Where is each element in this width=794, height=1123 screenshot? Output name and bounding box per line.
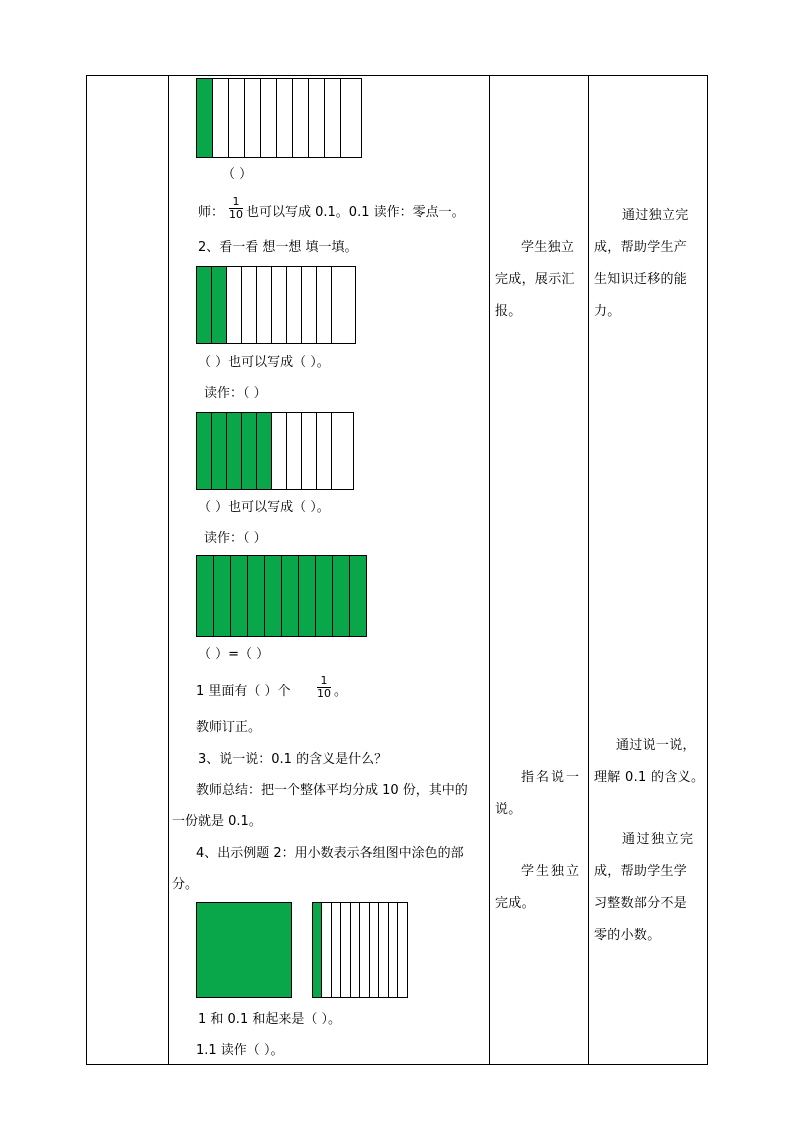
- tenth-cell: [227, 267, 242, 344]
- table-divider-3: [588, 75, 589, 1065]
- tenth-cell: [309, 79, 325, 158]
- tenth-cell: [212, 267, 227, 344]
- teacher-prefix: 师：: [198, 205, 225, 220]
- tenth-cell: [341, 79, 362, 158]
- tenth-cell: [398, 903, 408, 998]
- blank-answer-1: （ ）: [222, 167, 253, 182]
- design-intent-1-line-3: 生知识迁移的能: [594, 272, 688, 287]
- student-activity-3: [495, 856, 585, 920]
- design-intent-1-line-1: 通过独立完: [622, 208, 689, 223]
- tenths-strip-1: [196, 78, 362, 158]
- tenth-cell: [379, 903, 389, 998]
- design-intent-2-line-2: 理解 0.1 的含义。: [594, 770, 705, 785]
- design-intent-1-line-4: 力。: [594, 304, 621, 319]
- tenth-cell: [272, 413, 287, 490]
- tenth-cell: [197, 267, 212, 344]
- tenth-cell: [317, 413, 332, 490]
- tenth-cell: [213, 79, 229, 158]
- tenth-cell: [231, 556, 248, 637]
- whole-square: [196, 902, 292, 998]
- read-decimal-blank: 1.1 读作（ ）。: [196, 1043, 284, 1058]
- tenth-cell: [197, 556, 214, 637]
- teacher-note: 也可以写成 0.1。0.1 读作：零点一。: [246, 205, 465, 220]
- tenth-cell: [389, 903, 399, 998]
- tenths-strip-3: [196, 412, 354, 490]
- tenth-cell: [265, 556, 282, 637]
- tenth-cell: [351, 903, 361, 998]
- tenth-cell: [248, 556, 265, 637]
- tenth-cell: [293, 79, 309, 158]
- table-border-top: [86, 75, 708, 76]
- tenth-cell: [257, 267, 272, 344]
- table-border-right: [707, 75, 708, 1065]
- student-activity-2-line-2: 说。: [495, 802, 522, 817]
- sum-blank: 1 和 0.1 和起来是（ ）。: [198, 1012, 341, 1027]
- tenth-cell: [302, 267, 317, 344]
- tenth-cell: [229, 79, 245, 158]
- tenth-cell: [242, 413, 257, 490]
- fraction-denominator: 10: [229, 208, 243, 221]
- tenth-cell: [299, 556, 316, 637]
- tenth-cell: [302, 413, 317, 490]
- student-activity-3-line-1: 学生独立: [521, 864, 582, 879]
- student-activity-1-line-2: 完成，展示汇: [495, 272, 575, 287]
- tenth-cell: [214, 556, 231, 637]
- tenth-cell: [272, 267, 287, 344]
- teacher-correction: 教师订正。: [196, 720, 262, 735]
- student-activity-1-line-3: 报。: [495, 304, 522, 319]
- tenth-cell: [287, 413, 302, 490]
- student-activity-3-line-2: 完成。: [495, 896, 535, 911]
- tenth-cell: [197, 413, 212, 490]
- design-intent-1-line-2: 成，帮助学生产: [594, 240, 688, 255]
- tenth-cell: [245, 79, 261, 158]
- tenth-cell: [287, 267, 302, 344]
- tenth-cell: [227, 413, 242, 490]
- equation-blank: （ ）=（ ）: [198, 647, 270, 662]
- fraction-numerator: 1: [229, 196, 243, 209]
- tenth-cell: [341, 903, 351, 998]
- design-intent-1: [594, 200, 706, 328]
- step-4-line-2: 分。: [172, 877, 199, 892]
- fraction-one-tenth-2: [317, 675, 331, 700]
- design-intent-3-line-2: 成，帮助学生学: [594, 864, 688, 879]
- student-activity-2-line-1: 指名说一: [521, 770, 582, 785]
- table-divider-2: [489, 75, 490, 1065]
- step-2-title: 2、看一看 想一想 填一填。: [198, 240, 358, 255]
- read-blank-b: 读作：（ ）: [204, 531, 267, 546]
- design-intent-3: [594, 824, 706, 952]
- summary-line-1: 教师总结：把一个整体平均分成 10 份，其中的: [196, 783, 468, 798]
- student-activity-2: [495, 762, 585, 826]
- read-blank-a: 读作：（ ）: [204, 386, 267, 401]
- tenth-cell: [322, 903, 332, 998]
- table-border-left: [86, 75, 87, 1065]
- design-intent-3-line-1: 通过独立完: [622, 832, 695, 847]
- tenth-cell: [257, 413, 272, 490]
- tenth-cell: [332, 903, 342, 998]
- fill-blank-a: （ ）也可以写成（ ）。: [198, 355, 330, 370]
- tenth-cell: [332, 413, 354, 490]
- tenth-cell: [325, 79, 341, 158]
- tenth-cell: [370, 903, 380, 998]
- tenth-cell: [277, 79, 293, 158]
- tenth-cell: [360, 903, 370, 998]
- design-intent-3-line-4: 零的小数。: [594, 928, 661, 943]
- fraction-denominator: 10: [317, 687, 331, 700]
- one-has-prefix: 1 里面有（ ）个: [196, 684, 291, 699]
- fraction-one-tenth: [229, 196, 243, 221]
- tenth-cell: [212, 413, 227, 490]
- one-has-suffix: 。: [334, 684, 348, 699]
- design-intent-3-line-3: 习整数部分不是: [594, 896, 688, 911]
- table-divider-1: [168, 75, 169, 1065]
- tenths-strip-2: [196, 266, 356, 344]
- tenths-strip-4: [196, 555, 367, 637]
- student-activity-1-line-1: 学生独立: [521, 240, 575, 255]
- fill-blank-b: （ ）也可以写成（ ）。: [198, 500, 330, 515]
- table-border-bottom: [86, 1064, 708, 1065]
- student-activity-1: [495, 232, 585, 328]
- tenth-cell: [333, 556, 350, 637]
- fraction-numerator: 1: [317, 675, 331, 688]
- summary-line-2: 一份就是 0.1。: [172, 814, 262, 829]
- tenth-cell: [332, 267, 356, 344]
- tenth-cell: [316, 556, 333, 637]
- tenth-cell: [282, 556, 299, 637]
- tenth-cell: [350, 556, 367, 637]
- tenths-strip-5: [312, 902, 408, 998]
- tenth-cell: [261, 79, 277, 158]
- design-intent-2-line-1: 通过说一说，: [616, 738, 696, 753]
- tenth-cell: [313, 903, 322, 998]
- tenth-cell: [317, 267, 332, 344]
- tenth-cell: [197, 79, 213, 158]
- design-intent-2: [594, 730, 706, 794]
- step-4-line-1: 4、出示例题 2：用小数表示各组图中涂色的部: [196, 846, 464, 861]
- tenth-cell: [242, 267, 257, 344]
- step-3-title: 3、说一说：0.1 的含义是什么？: [198, 752, 388, 767]
